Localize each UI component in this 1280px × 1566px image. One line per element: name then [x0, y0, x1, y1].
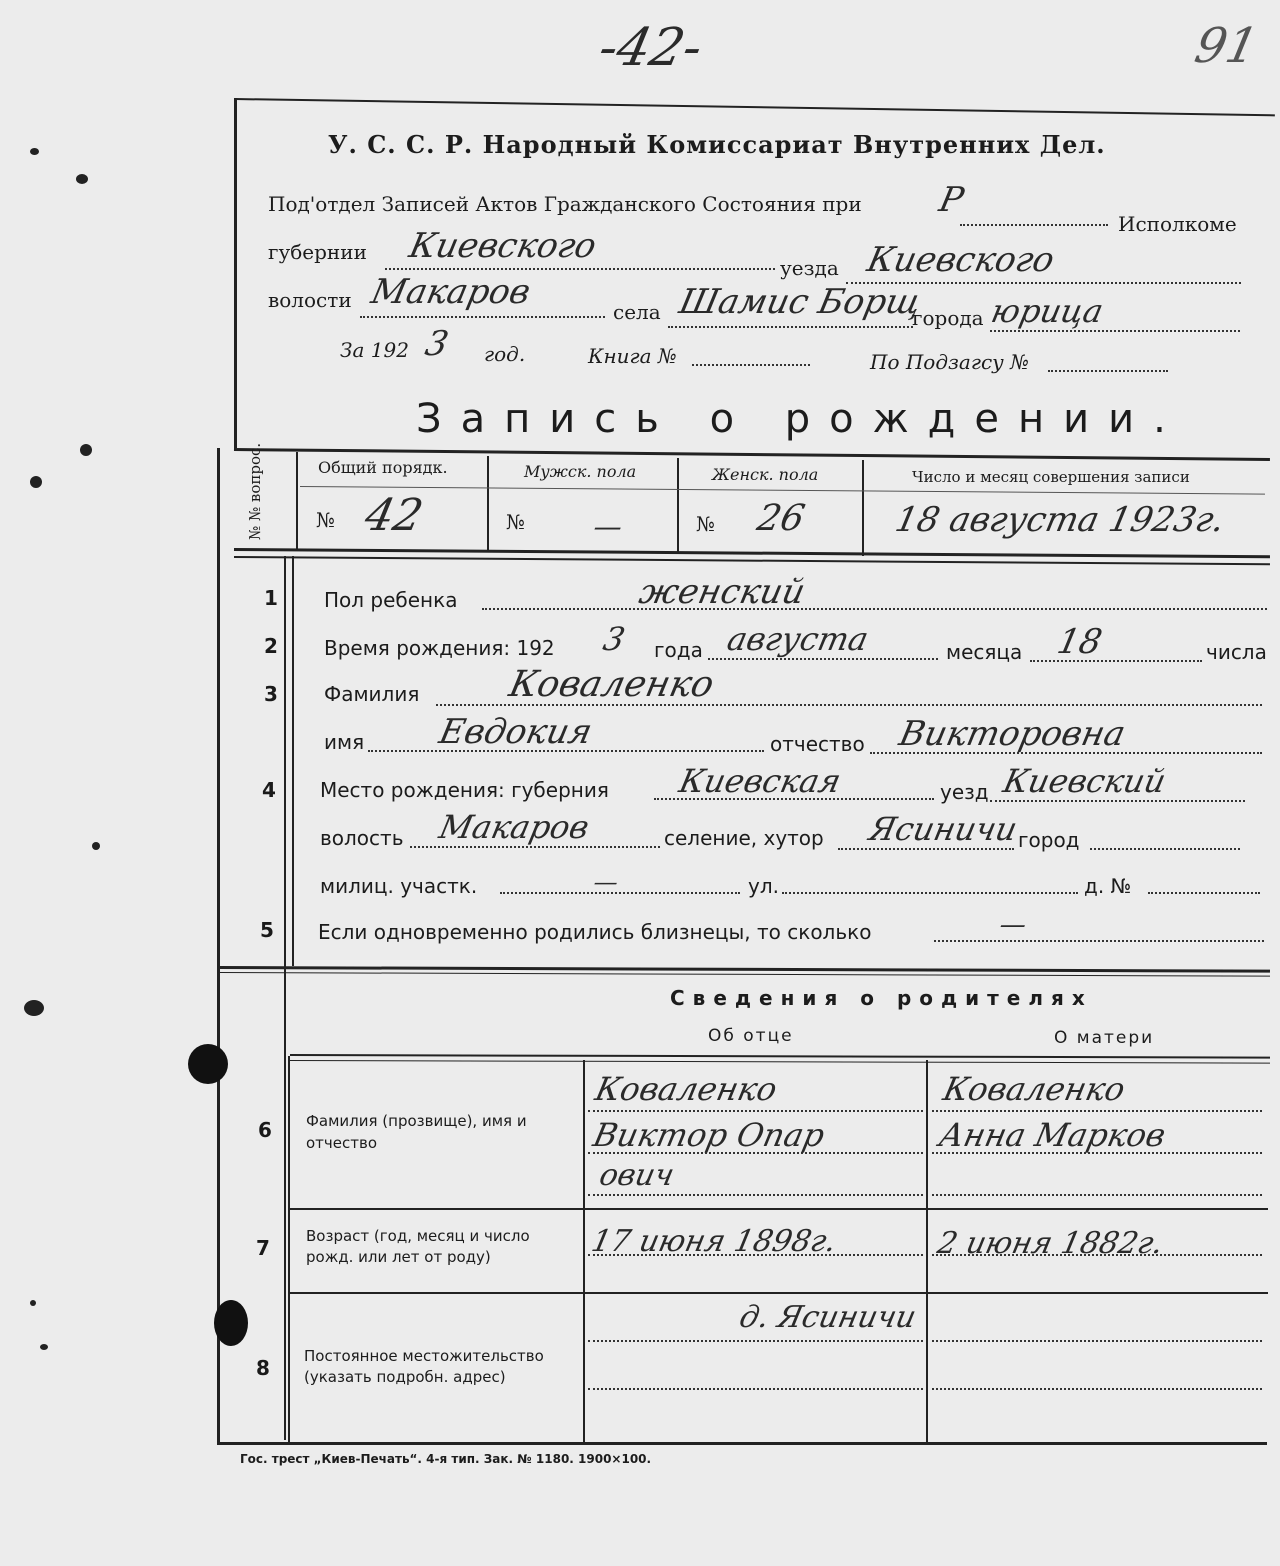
question-4-volost-label: волость [320, 826, 404, 850]
question-8-father-handwriting: д. Ясиничи [736, 1300, 920, 1335]
question-7-father-handwriting: 17 июня 1898г. [588, 1224, 840, 1259]
kniga-label: Книга № [588, 344, 677, 368]
question-2-goda: года [654, 638, 703, 662]
male-prefix: № [506, 510, 525, 534]
volost-label: волости [268, 288, 352, 312]
question-3-handwriting: Коваленко [505, 664, 718, 705]
question-4-ul-label: ул. [748, 874, 779, 898]
question-2-number: 2 [264, 634, 278, 658]
question-6-mother-line1: Коваленко [939, 1070, 1129, 1108]
form-border-top [235, 98, 1275, 116]
selo-label: села [613, 300, 661, 324]
form-border-left [234, 98, 237, 448]
question-2-mesyaca: месяца [946, 640, 1023, 664]
question-3-otch-handwriting: Викторовна [895, 714, 1129, 754]
goroda-label: города [912, 306, 984, 330]
record-date-header: Число и месяц совершения записи [912, 468, 1190, 486]
page-number-right: 91 [1190, 18, 1264, 74]
question-2-month: августа [723, 620, 872, 658]
father-column-header: Об отце [708, 1026, 794, 1046]
question-1-number: 1 [264, 586, 278, 610]
page-title: Запись о рождении. [416, 396, 1185, 442]
question-3-otch-label: отчество [770, 732, 865, 756]
ispolkom-label: Исполкоме [1118, 212, 1237, 236]
question-2-chisla: числа [1206, 640, 1267, 664]
question-3-name-handwriting: Евдокия [435, 712, 596, 752]
female-prefix: № [696, 512, 715, 536]
order-number-prefix: № [316, 508, 335, 532]
question-7-label: Возраст (год, месяц и число рожд. или лет от роду) [306, 1227, 530, 1266]
question-5-label: Если одновременно родились близнецы, то сколько [318, 920, 872, 944]
year-label: За 192 [340, 338, 409, 362]
page-number-left: -42- [593, 18, 708, 78]
female-header: Женск. пола [712, 465, 819, 484]
subdept-label: Под'отдел Записей Актов Гражданского Состояния при [268, 192, 862, 216]
year-handwriting: 3 [421, 324, 452, 364]
question-5-handwriting: — [996, 910, 1030, 940]
question-6-father-line2: Виктор Опар [589, 1116, 828, 1154]
record-date-handwriting: 18 августа 1923г. [891, 500, 1229, 540]
question-2-label: Время рождения: 192 [324, 636, 555, 660]
question-4-label: Место рождения: губерния [320, 778, 609, 802]
question-4-uezd-handwriting: Киевский [999, 762, 1170, 800]
uezd-label: уезда [780, 256, 839, 280]
female-handwriting: 26 [753, 498, 809, 539]
question-4-volost-handwriting: Макаров [435, 808, 593, 846]
question-4-house-label: д. № [1084, 874, 1132, 898]
printer-imprint: Гос. трест „Киев-Печать“. 4-я тип. Зак. № 1180. 1900×100. [240, 1452, 652, 1466]
question-2-day: 18 [1053, 622, 1106, 662]
mother-column-header: О матери [1054, 1028, 1155, 1048]
selo-handwriting: Шамис Борщ [675, 282, 925, 322]
question-7-number: 7 [256, 1236, 270, 1260]
order-number-header: Общий порядк. [318, 458, 448, 477]
question-6-father-line1: Коваленко [591, 1070, 781, 1108]
question-4-number: 4 [262, 778, 276, 802]
question-3-number: 3 [264, 682, 278, 706]
gubernia-handwriting: Киевского [405, 226, 600, 266]
question-4-uezd-label: уезд [940, 780, 989, 804]
question-3-name-label: имя [324, 730, 365, 754]
goroda-handwriting: юрица [987, 292, 1107, 330]
question-3-label: Фамилия [324, 682, 420, 706]
question-4-selenie-handwriting: Ясиничи [865, 810, 1021, 848]
form-border-left-lower [217, 448, 220, 1444]
question-4-handwriting: Киевская [675, 762, 845, 800]
question-8-label: Постоянное местожительство (указать подробн. адрес) [304, 1347, 544, 1386]
question-4-militsia-label: милиц. участк. [320, 874, 478, 898]
question-5-number: 5 [260, 918, 274, 942]
question-8-number: 8 [256, 1356, 270, 1380]
podzagsu-label: По Подзагсу № [870, 350, 1030, 374]
question-1-handwriting: женский [635, 572, 809, 612]
parents-heading: Сведения о родителях [670, 986, 1093, 1010]
order-number-handwriting: 42 [360, 490, 428, 541]
question-number-header: № № вопрос. [246, 442, 264, 540]
question-2-year: 3 [599, 620, 629, 658]
question-4-selenie-label: селение, хутор [664, 826, 824, 850]
punch-hole [214, 1300, 248, 1346]
uezd-handwriting: Киевского [863, 240, 1058, 280]
question-6-father-line3: ович [596, 1158, 678, 1193]
form-border-bottom [217, 1442, 1267, 1445]
question-6-label: Фамилия (прозвище), имя и отчество [306, 1112, 527, 1152]
male-header: Мужск. пола [524, 462, 637, 481]
punch-hole [188, 1044, 228, 1084]
question-1-label: Пол ребенка [324, 588, 458, 612]
god-label: год. [484, 342, 526, 366]
question-7-mother-handwriting: 2 июня 1882г. [934, 1226, 1167, 1261]
gubernia-label: губернии [268, 240, 367, 264]
subdept-handwriting: Р [935, 180, 968, 220]
volost-handwriting: Макаров [367, 272, 534, 312]
question-6-number: 6 [258, 1118, 272, 1142]
question-6-mother-line2: Анна Марков [935, 1116, 1170, 1154]
question-4-militsia-handwriting: — [591, 868, 621, 896]
question-4-gorod-label: город [1018, 828, 1080, 852]
male-handwriting: — [590, 510, 626, 543]
header-ministry: У. С. С. Р. Народный Комиссариат Внутренних Дел. [328, 130, 1106, 159]
